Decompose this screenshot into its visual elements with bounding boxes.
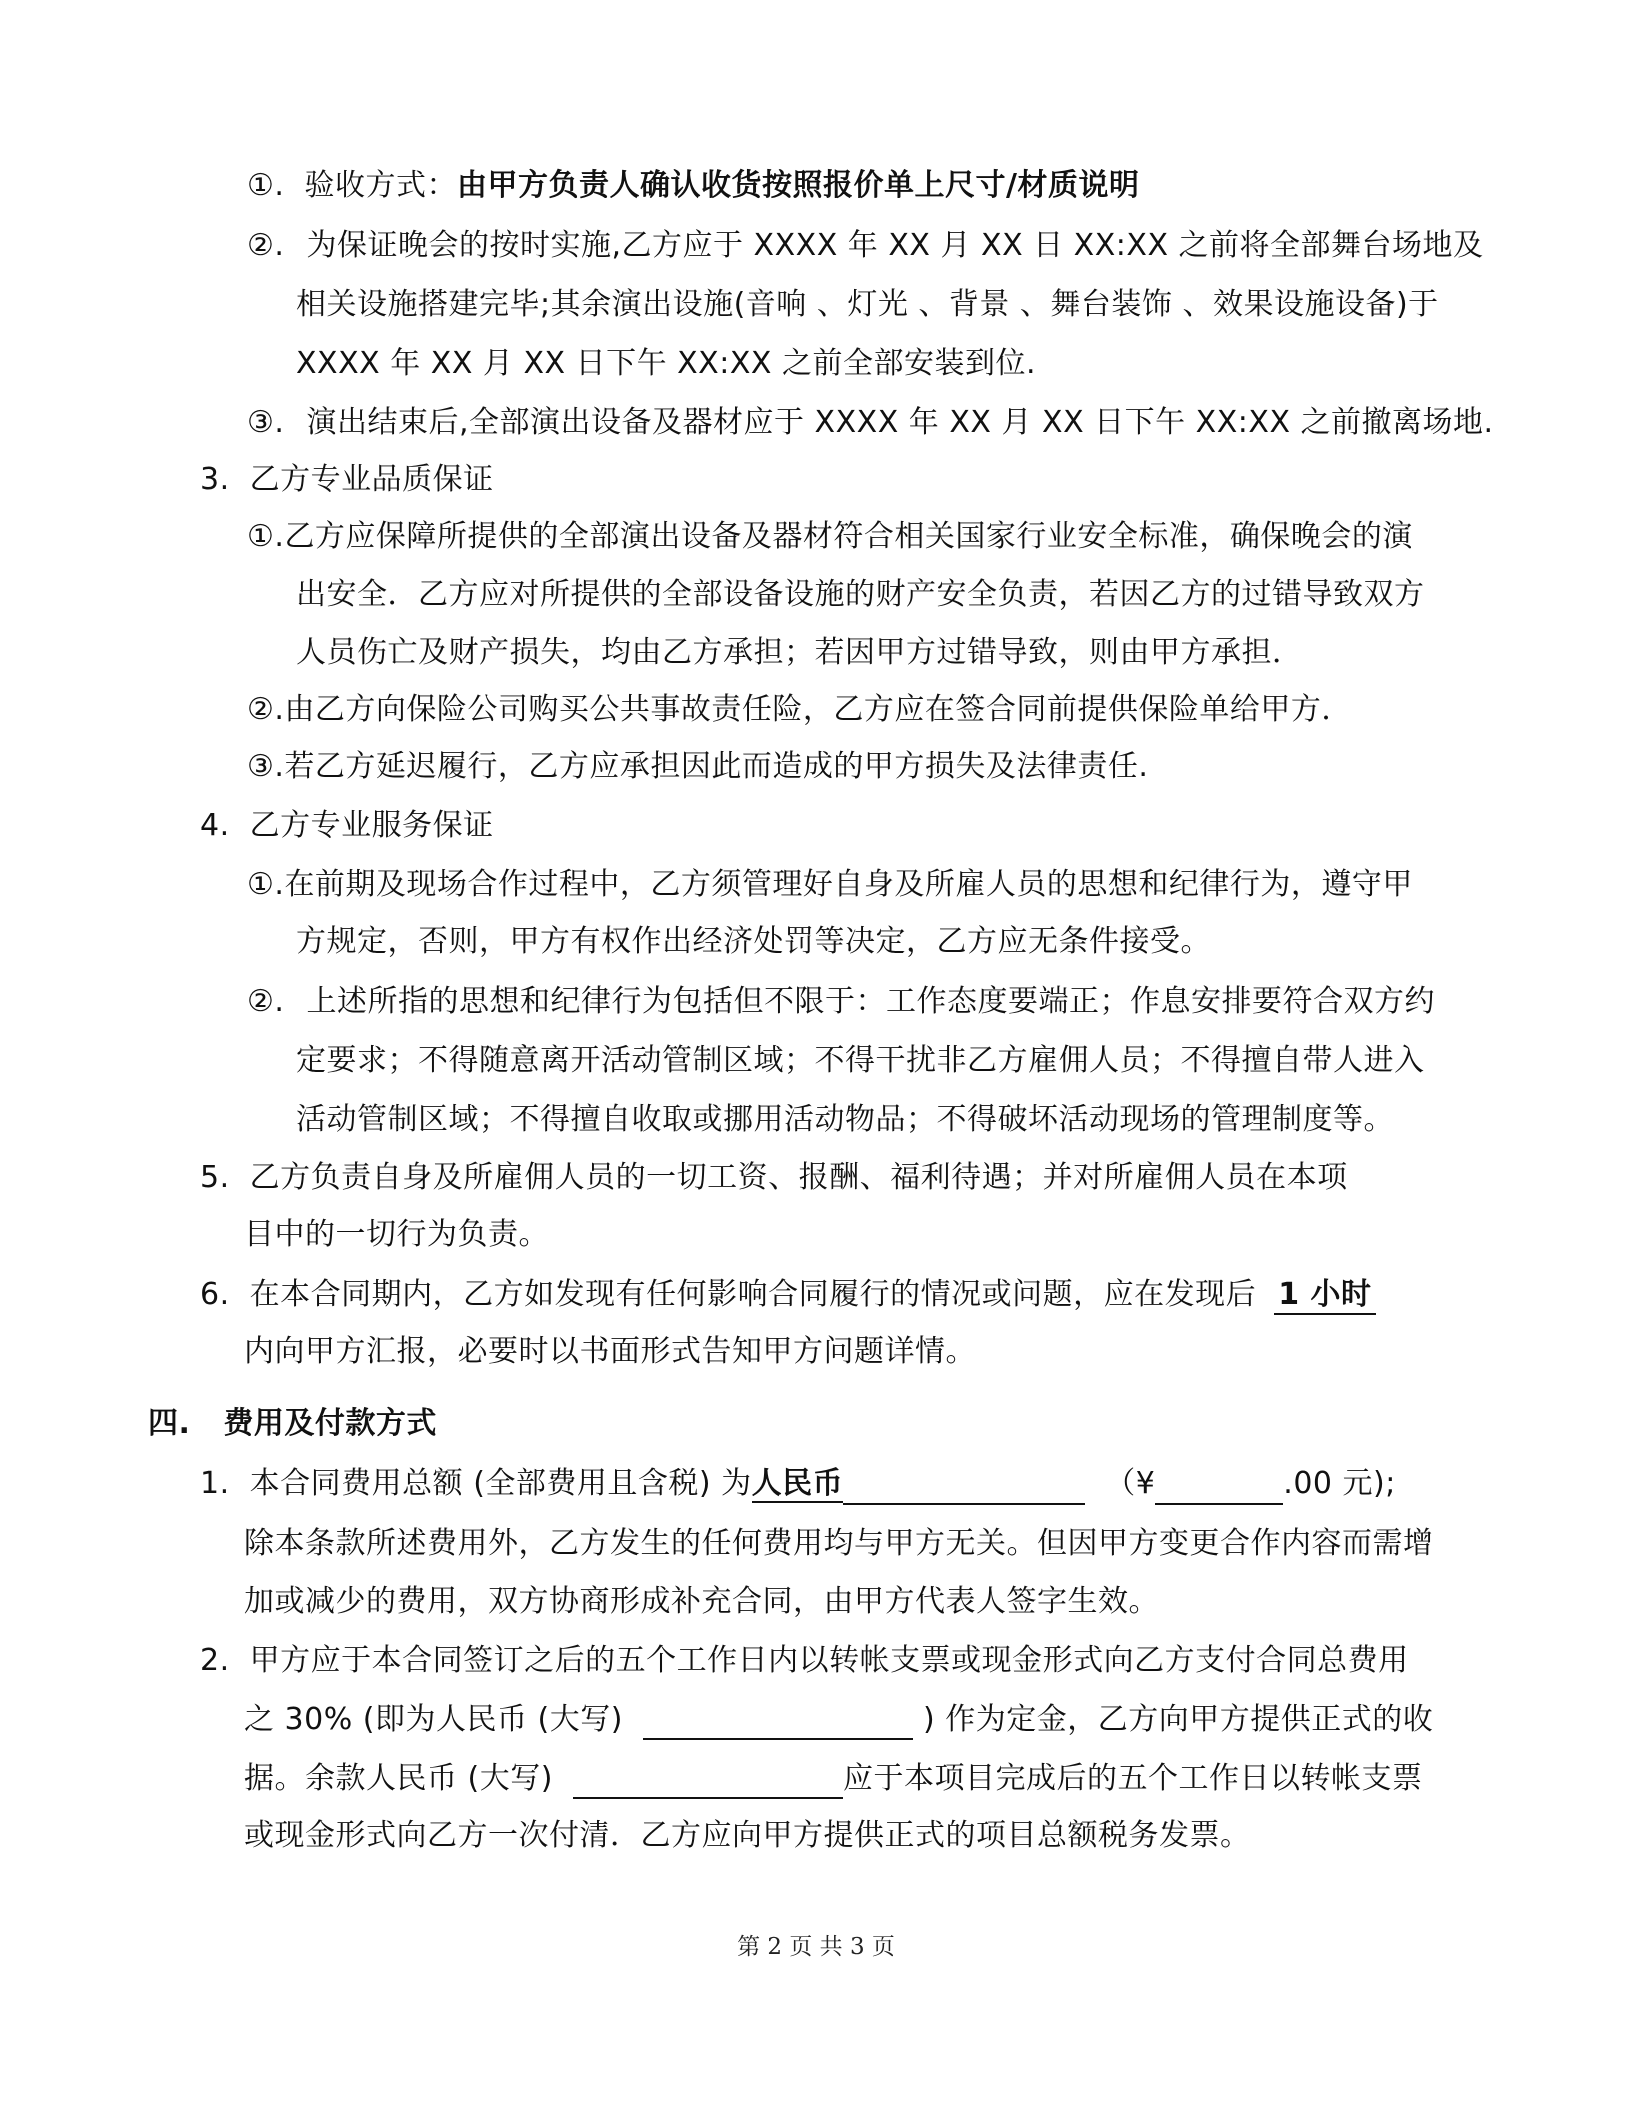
section-number: 四. bbox=[148, 1406, 191, 1441]
fee-item-2-cont-2 bbox=[244, 1759, 1423, 1799]
quality-item-1 bbox=[247, 517, 1413, 557]
item-text: 乙方应保障所提供的全部演出设备及器材符合相关国家行业安全标准，确保晚会的演 bbox=[284, 519, 1413, 554]
item-marker: ②. bbox=[247, 228, 285, 263]
item-number: 4. bbox=[200, 808, 230, 843]
amount-suffix: .00 元); bbox=[1283, 1466, 1396, 1501]
service-item-2 bbox=[247, 982, 1435, 1022]
item-marker: ③. bbox=[247, 405, 285, 440]
item-marker: ①. bbox=[247, 867, 285, 902]
quality-item-1-cont-2: 人员伤亡及财产损失，均由乙方承担；若因甲方过错导致，则由甲方承担． bbox=[296, 635, 1303, 670]
quality-item-1-cont-1: 出安全．乙方应对所提供的全部设备设施的财产安全负责，若因乙方的过错导致双方 bbox=[296, 577, 1425, 612]
acceptance-label: 验收方式： bbox=[304, 168, 457, 203]
service-item-1-cont-1: 方规定，否则，甲方有权作出经济处罚等决定，乙方应无条件接受。 bbox=[296, 924, 1211, 959]
service-item-1 bbox=[247, 865, 1413, 905]
currency-label: 人民币 bbox=[751, 1466, 844, 1501]
section-title: 费用及付款方式 bbox=[223, 1406, 437, 1441]
currency-symbol: （¥ bbox=[1105, 1466, 1156, 1501]
item-number: 6. bbox=[200, 1277, 230, 1312]
item-marker: ①. bbox=[247, 519, 285, 554]
fee-item-2-cont-3: 或现金形式向乙方一次付清．乙方应向甲方提供正式的项目总额税务发票。 bbox=[244, 1818, 1251, 1853]
section-heading bbox=[148, 1404, 437, 1444]
item-text: 为保证晚会的按时实施,乙方应于 XXXX 年 XX 月 XX 日 XX:XX 之前将全部舞台场地及 bbox=[306, 228, 1484, 263]
item-title: 乙方专业服务保证 bbox=[249, 808, 494, 843]
deposit-text: 之 30% (即为人民币 (大写) bbox=[244, 1702, 623, 1737]
acceptance-item-2-cont-1: 相关设施搭建完毕;其余演出设施(音响 、灯光 、背景 、舞台装饰 、效果设施设备)于 bbox=[296, 287, 1439, 322]
quality-item-2 bbox=[247, 690, 1352, 730]
deposit-text-2: ) 作为定金，乙方向甲方提供正式的收 bbox=[923, 1702, 1434, 1737]
item-text: 演出结束后,全部演出设备及器材应于 XXXX 年 XX 月 XX 日下午 XX:XX 之前撤离场地. bbox=[306, 405, 1494, 440]
fee-item-1 bbox=[200, 1464, 1396, 1505]
service-item-2-cont-1: 定要求；不得随意离开活动管制区域；不得干扰非乙方雇佣人员；不得擅自带人进入 bbox=[296, 1043, 1425, 1078]
quality-heading bbox=[200, 460, 494, 500]
item-5 bbox=[200, 1158, 1348, 1198]
item-text: 若乙方延迟履行，乙方应承担因此而造成的甲方损失及法律责任. bbox=[284, 749, 1149, 784]
item-6-cont-1: 内向甲方汇报，必要时以书面形式告知甲方问题详情。 bbox=[244, 1334, 976, 1369]
balance-amount-blank bbox=[573, 1759, 843, 1799]
item-marker: ③. bbox=[247, 749, 285, 784]
item-title: 乙方专业品质保证 bbox=[249, 462, 494, 497]
service-heading bbox=[200, 806, 494, 846]
deposit-amount-blank bbox=[643, 1700, 913, 1740]
balance-text: 据。余款人民币 (大写) bbox=[244, 1761, 553, 1796]
acceptance-item-2 bbox=[247, 226, 1484, 266]
amount-blank bbox=[843, 1465, 1085, 1505]
acceptance-item-3 bbox=[247, 403, 1494, 443]
item-text: 上述所指的思想和纪律行为包括但不限于：工作态度要端正；作息安排要符合双方约 bbox=[306, 984, 1435, 1019]
fee-item-2 bbox=[200, 1641, 1409, 1681]
item-text: 甲方应于本合同签订之后的五个工作日内以转帐支票或现金形式向乙方支付合同总费用 bbox=[249, 1643, 1409, 1678]
item-text: 在前期及现场合作过程中，乙方须管理好自身及所雇人员的思想和纪律行为，遵守甲 bbox=[284, 867, 1413, 902]
fee-item-1-cont-1: 除本条款所述费用外，乙方发生的任何费用均与甲方无关。但因甲方变更合作内容而需增 bbox=[244, 1526, 1434, 1561]
item-5-cont-1: 目中的一切行为负责。 bbox=[244, 1217, 549, 1252]
item-text: 乙方负责自身及所雇佣人员的一切工资、报酬、福利待遇；并对所雇佣人员在本项 bbox=[249, 1160, 1348, 1195]
item-marker: ②. bbox=[247, 692, 285, 727]
balance-text-2: 应于本项目完成后的五个工作日以转帐支票 bbox=[843, 1761, 1423, 1796]
deadline-underline: 1 小时 bbox=[1274, 1275, 1375, 1315]
item-text: 由乙方向保险公司购买公共事故责任险，乙方应在签合同前提供保险单给甲方． bbox=[284, 692, 1352, 727]
acceptance-item-1 bbox=[247, 166, 1139, 206]
item-marker: ②. bbox=[247, 984, 285, 1019]
item-number: 1. bbox=[200, 1466, 230, 1501]
fee-item-1-cont-2: 加或减少的费用，双方协商形成补充合同，由甲方代表人签字生效。 bbox=[244, 1584, 1159, 1619]
fee-item-2-cont-1 bbox=[244, 1700, 1433, 1740]
amount-number-blank bbox=[1155, 1465, 1283, 1505]
item-text: 本合同费用总额 (全部费用且含税) 为 bbox=[249, 1466, 752, 1501]
acceptance-item-2-cont-2: XXXX 年 XX 月 XX 日下午 XX:XX 之前全部安装到位. bbox=[296, 346, 1037, 381]
item-text: 在本合同期内，乙方如发现有任何影响合同履行的情况或问题，应在发现后 bbox=[249, 1277, 1257, 1312]
page-number: 第 2 页 共 3 页 bbox=[737, 1934, 895, 1960]
item-number: 3. bbox=[200, 462, 230, 497]
item-number: 2. bbox=[200, 1643, 230, 1678]
item-number: 5. bbox=[200, 1160, 230, 1195]
quality-item-3 bbox=[247, 747, 1148, 787]
service-item-2-cont-2: 活动管制区域；不得擅自收取或挪用活动物品；不得破坏活动现场的管理制度等。 bbox=[296, 1102, 1394, 1137]
item-marker: ①. bbox=[247, 168, 285, 203]
acceptance-text: 由甲方负责人确认收货按照报价单上尺寸/材质说明 bbox=[456, 168, 1140, 203]
item-6 bbox=[200, 1275, 1376, 1315]
